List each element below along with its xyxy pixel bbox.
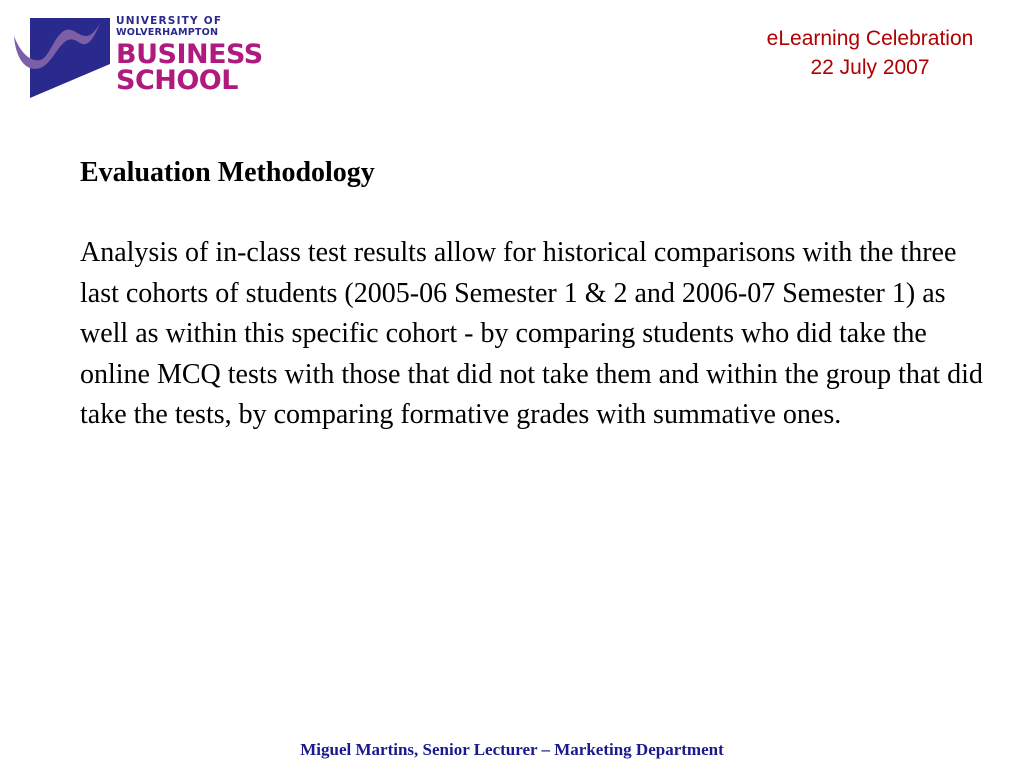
university-logo bbox=[10, 14, 263, 104]
slide-body-text: Analysis of in-class test results allow for historical comparisons with the three last cohorts of students (2005-06 Semester 1 & 2 and 2006-07 Semester 1) as well as within this specific cohort - by comparing students who did take the online MCQ tests with those that did not take them and within the group that did take the tests, by comparing formative grades with summative ones. bbox=[80, 237, 983, 430]
slide-title: Evaluation Methodology bbox=[80, 157, 375, 188]
business-school-emblem-icon bbox=[10, 14, 120, 100]
event-date: 22 July 2007 bbox=[810, 56, 930, 79]
logo-line-business: BUSINESS bbox=[116, 39, 263, 70]
logo-line-school: SCHOOL bbox=[116, 65, 238, 96]
event-header bbox=[740, 24, 1000, 82]
logo-wordmark bbox=[116, 15, 263, 96]
logo-line-wolverhampton: WOLVERHAMPTON bbox=[116, 27, 219, 38]
logo-line-university: UNIVERSITY OF bbox=[116, 15, 223, 27]
event-name: eLearning Celebration bbox=[766, 27, 974, 50]
slide-footer: Miguel Martins, Senior Lecturer – Marketing Department bbox=[300, 740, 724, 759]
